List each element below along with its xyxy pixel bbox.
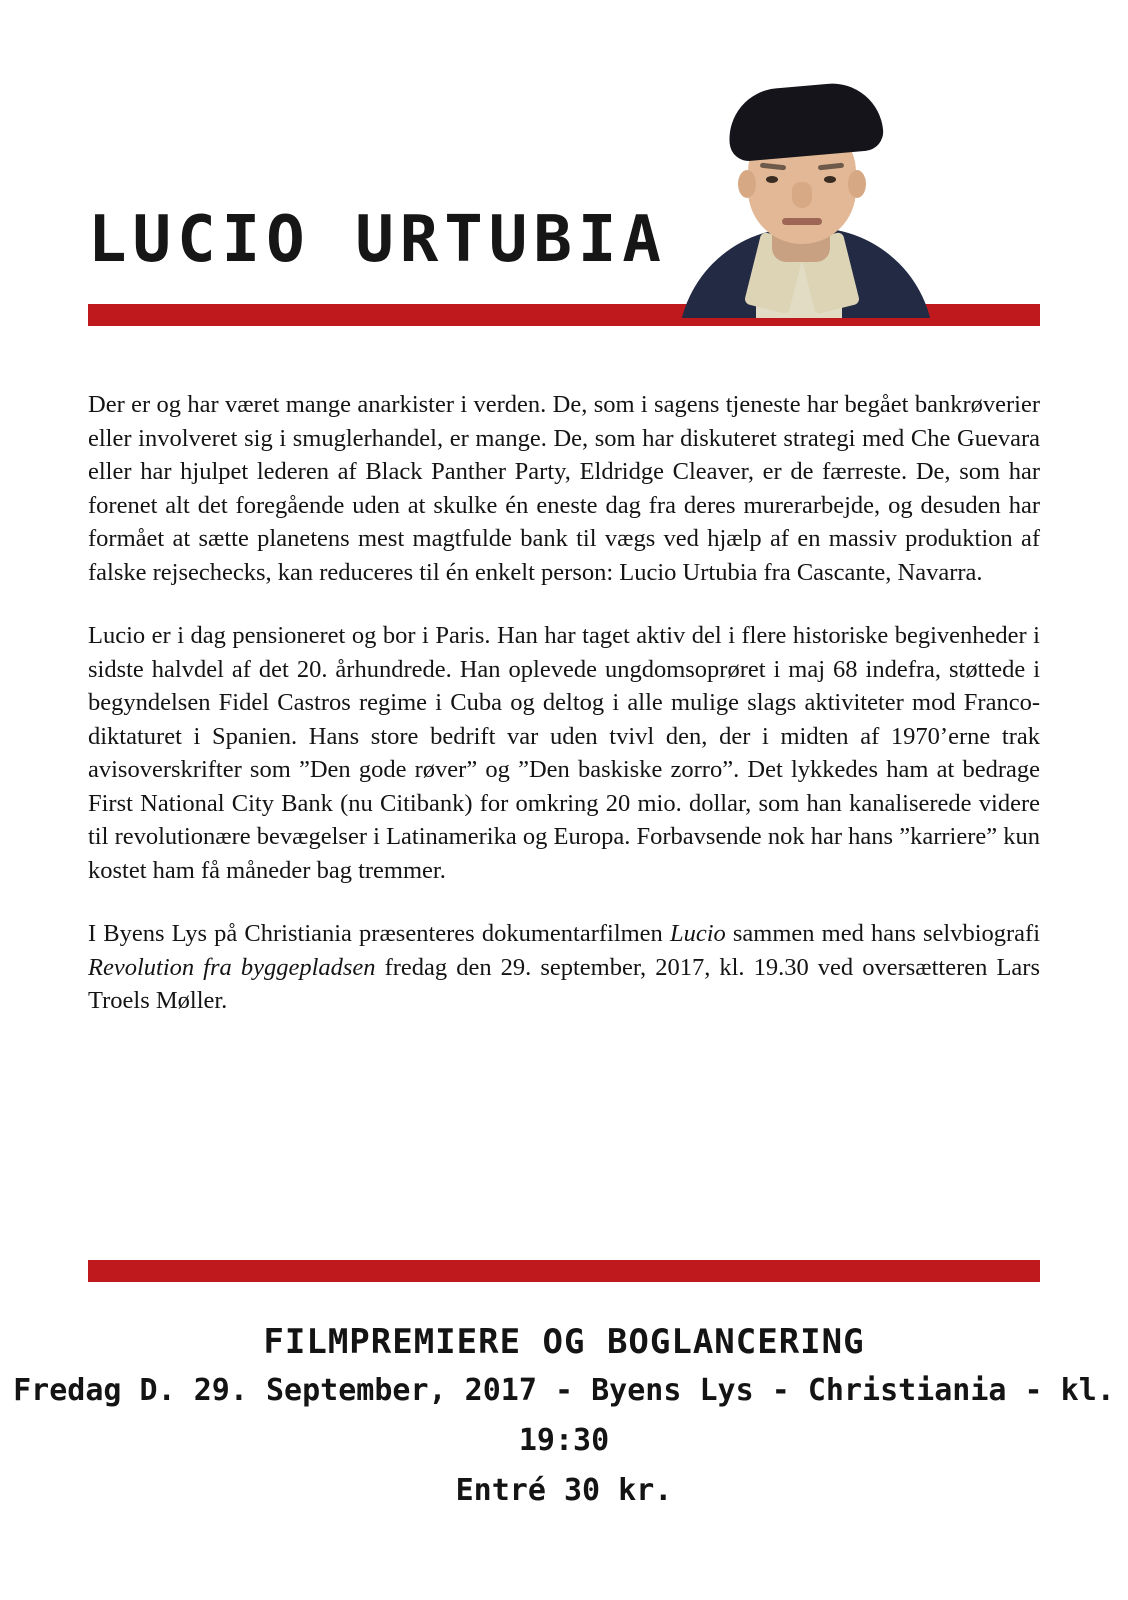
portrait-ear-left xyxy=(738,170,756,198)
paragraph-intro: Der er og har været mange anarkister i verden. De, som i sagens tjeneste har begået bankrøverier eller involveret sig i smuglerhandel, er mange. De, som har diskuteret strategi med Che Guevara eller har hjulpet lederen af Black Panther Party, Eldridge Cleaver, er de færreste. De, som har forenet alt det foregående uden at skulke én eneste dag fra deres murerarbejde, og desuden har formået at sætte planetens mest magtfulde bank til vægs ved hjælp af en massiv produktion af falske rejsechecks, kan reduceres til én enkelt person: Lucio Urtubia fra Cascante, Navarra. xyxy=(88,391,1040,586)
final-part-2: sammen med hans selvbiografi xyxy=(725,920,1040,947)
film-title: Lucio xyxy=(669,920,726,947)
footer-details: Fredag D. 29. September, 2017 - Byens Lys - Christiania - kl. 19:30 xyxy=(13,1373,1115,1458)
paragraph-biography: Lucio er i dag pensioneret og bor i Paris. Han har taget aktiv del i flere historiske begivenheder i sidste halvdel af det 20. århundrede. Han oplevede ungdomsoprøret i maj 68 indefra, støttede i begyndelsen Fidel Castros regime i Cuba og deltog i alle mulige slags aktiviteter mod Franco-diktaturet i Spanien. Hans store bedrift var uden tvivl den, der i midten af 1970’erne trak avisoverskrifter som ”Den gode røver” og ”Den baskiske zorro”. Det lykkedes ham at bedrage First National City Bank (nu Citibank) for omkring 20 mio. dollar, som han kanaliserede videre til revolutionære bevægelser i Latinamerika og Europa. Forbavsende nok har hans ”karriere” kun kostet ham få måneder bag tremmer. xyxy=(88,622,1040,884)
portrait-nose xyxy=(792,182,812,208)
portrait-mouth xyxy=(782,218,822,225)
portrait-image xyxy=(660,78,950,318)
accent-rule-bottom xyxy=(88,1260,1040,1282)
portrait-beret xyxy=(725,79,885,162)
final-part-1: I Byens Lys på Christiania præsenteres dokumentarfilmen xyxy=(88,920,670,947)
final-part-3: fredag den 29. september, 2017, kl. 19.30 ved oversætteren Lars Troels Møller. xyxy=(88,953,1040,1014)
poster-header xyxy=(0,0,1128,300)
portrait-ear-right xyxy=(848,170,866,198)
portrait-eye-left xyxy=(766,176,778,183)
book-title: Revolution fra byggepladsen xyxy=(88,953,376,981)
page-title: LUCIO URTUBIA xyxy=(88,203,667,277)
portrait-eye-right xyxy=(824,176,836,183)
paragraph-event xyxy=(88,917,1040,1018)
footer-headline: FILMPREMIERE OG BOGLANCERING xyxy=(263,1322,865,1362)
footer-price: Entré 30 kr. xyxy=(455,1473,673,1508)
poster-footer xyxy=(0,1318,1128,1516)
poster-body xyxy=(88,326,1040,1018)
